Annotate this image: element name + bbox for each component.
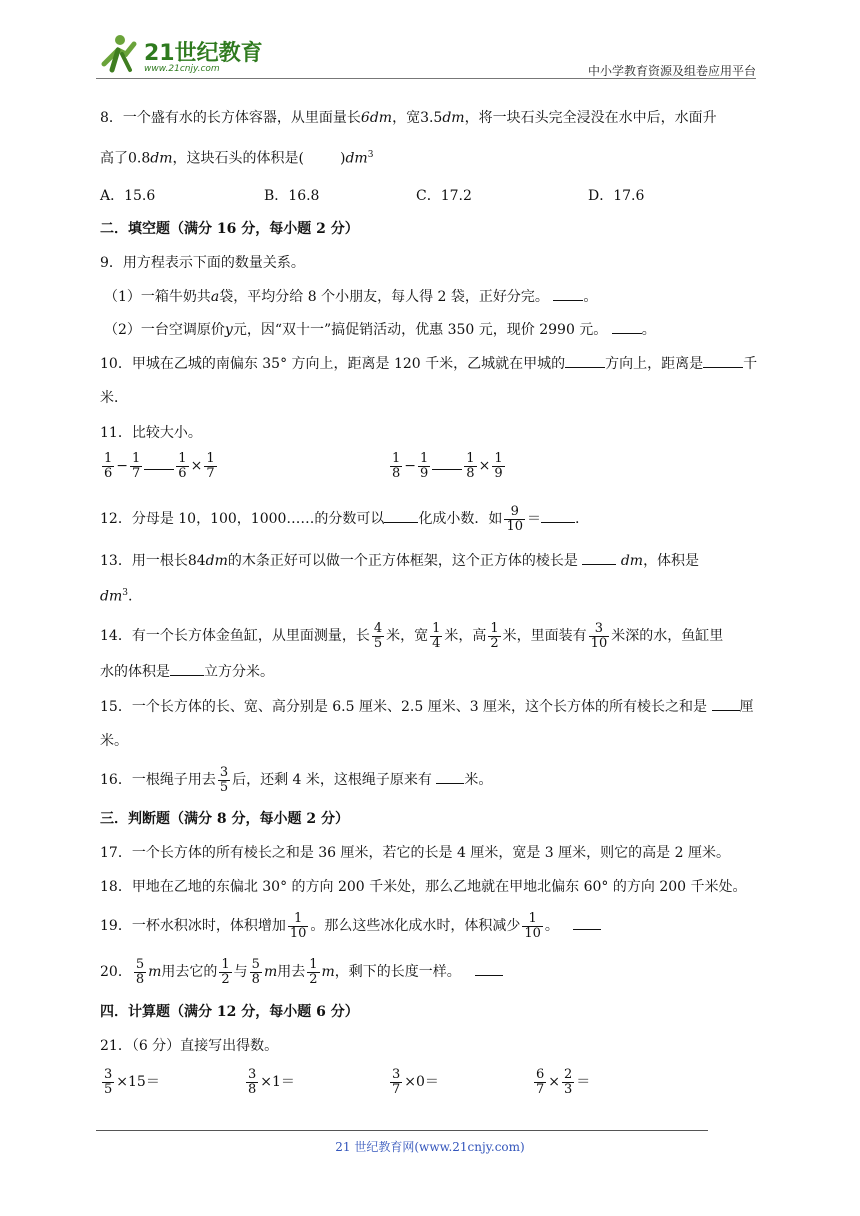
calc-item-4: $\frac{6}{7}$ × $\frac{2}{3}$ ＝ (536, 1067, 591, 1097)
site-logo[interactable] (96, 30, 266, 78)
option-b[interactable]: B．16.8 (264, 188, 320, 204)
question-21-title: 21．（6 分）直接写出得数。 (100, 1038, 279, 1054)
section-4-heading: 四．计算题（满分 12 分，每小题 6 分） (100, 1004, 359, 1020)
answer-blank[interactable] (541, 508, 575, 523)
header-divider (96, 78, 756, 79)
judgement-blank[interactable] (573, 915, 601, 930)
calc-item-2: $\frac{3}{8}$ ×1＝ (248, 1067, 295, 1097)
question-19: 19．一杯水积冰时，体积增加 $\frac{1}{10}$ 。那么这些冰化成水时，体积减少 $\frac{1}{10}$ 。 (100, 912, 601, 940)
answer-blank[interactable] (384, 508, 418, 523)
answer-blank-edge[interactable] (582, 550, 616, 565)
calc-item-1: $\frac{3}{5}$ ×15＝ (104, 1067, 160, 1097)
logo-text: 21世纪教育 (144, 41, 263, 66)
calc-item-3: $\frac{3}{7}$ ×0＝ (392, 1067, 439, 1097)
answer-blank-direction[interactable] (565, 353, 605, 368)
question-10-line-2: 米． (100, 390, 128, 406)
option-d[interactable]: D．17.6 (588, 188, 645, 204)
question-15-line-2: 米。 (100, 733, 128, 749)
question-10-line-1: 10．甲城在乙城的南偏东 35° 方向上，距离是 120 千米，乙城就在甲城的 方向上，距离是 千 (100, 353, 757, 374)
question-8-line-2: 高了0.8dm，这块石头的体积是( )$dm^3$ (100, 150, 374, 167)
question-11-expr-2: $\frac{1}{8}$ − $\frac{1}{9}$ $\frac{1}{8}$ × $\frac{1}{9}$ (392, 451, 503, 481)
question-9-sub-1: （1）一箱牛奶共a袋，平均分给 8 个小朋友，每人得 2 袋，正好分完。 。 (104, 286, 597, 307)
option-a[interactable]: A．15.6 (100, 188, 156, 204)
section-2-heading: 二．填空题（满分 16 分，每小题 2 分） (100, 221, 359, 237)
footer-divider (96, 1130, 708, 1131)
question-8-options (100, 186, 700, 206)
option-c[interactable]: C．17.2 (416, 188, 472, 204)
question-18: 18．甲地在乙地的东偏北 30° 的方向 200 千米处，那么乙地就在甲地北偏东 60° 的方向 200 千米处。 (100, 879, 747, 895)
logo-url: www.21cnjy.com (144, 64, 220, 74)
question-9-sub-2: （2）一台空调原价y元，因“双十一”搞促销活动，优惠 350 元，现价 2990 元。 。 (104, 319, 656, 340)
header-platform-name: 中小学教育资源及组卷应用平台 (587, 64, 756, 78)
question-8-line-1: 8．一个盛有水的长方体容器，从里面量长6dm，宽3.5dm，将一块石头完全浸没在水中后，水面升 (100, 110, 717, 126)
answer-blank[interactable] (553, 286, 583, 301)
compare-blank[interactable] (144, 455, 174, 470)
question-14-line-2: 水的体积是 立方分米。 (100, 661, 274, 682)
question-14-line-1: 14．有一个长方体金鱼缸，从里面测量，长 $\frac{4}{5}$ 米，宽 $\frac{1}{4}$ 米，高 $\frac{1}{2}$ 米，里面装有 $\frac{3}{10}$ 米深的水，鱼缸里 (100, 621, 724, 651)
answer-blank[interactable] (712, 696, 740, 711)
compare-blank[interactable] (432, 455, 462, 470)
answer-blank[interactable] (436, 769, 464, 784)
question-16: 16．一根绳子用去 $\frac{3}{5}$ 后，还剩 4 米，这根绳子原来有 米。 (100, 765, 493, 795)
answer-blank[interactable] (170, 661, 204, 676)
judgement-blank[interactable] (475, 961, 503, 976)
question-17: 17．一个长方体的所有棱长之和是 36 厘米，若它的长是 4 厘米，宽是 3 厘米，则它的高是 2 厘米。 (100, 845, 730, 861)
question-11-title: 11．比较大小。 (100, 425, 202, 441)
question-13-line-1: 13．用一根长84dm的木条正好可以做一个正方体框架，这个正方体的棱长是 dm，体积是 (100, 550, 699, 571)
answer-blank-distance[interactable] (703, 353, 743, 368)
section-3-heading: 三．判断题（满分 8 分，每小题 2 分） (100, 811, 349, 827)
question-12: 12．分母是 10，100，1000……的分数可以 化成小数．如 $\frac{9}{10}$ ＝ . (100, 504, 580, 534)
answer-blank[interactable] (612, 319, 642, 334)
question-15-line-1: 15．一个长方体的长、宽、高分别是 6.5 厘米、2.5 厘米、3 厘米，这个长方体的所有棱长之和是 厘 (100, 696, 754, 717)
question-9-title: 9．用方程表示下面的数量关系。 (100, 255, 305, 271)
footer-link[interactable]: 21 世纪教育网(www.21cnjy.com) (335, 1140, 525, 1154)
question-11-expr-1: $\frac{1}{6}$ − $\frac{1}{7}$ $\frac{1}{6}$ × $\frac{1}{7}$ (104, 451, 215, 481)
question-20: 20． $\frac{5}{8}$ m用去它的 $\frac{1}{2}$ 与 $\frac{5}{8}$ m用去 $\frac{1}{2}$ m，剩下的长度一样。 (100, 958, 503, 986)
question-13-line-2: $dm^3$. (100, 588, 133, 605)
